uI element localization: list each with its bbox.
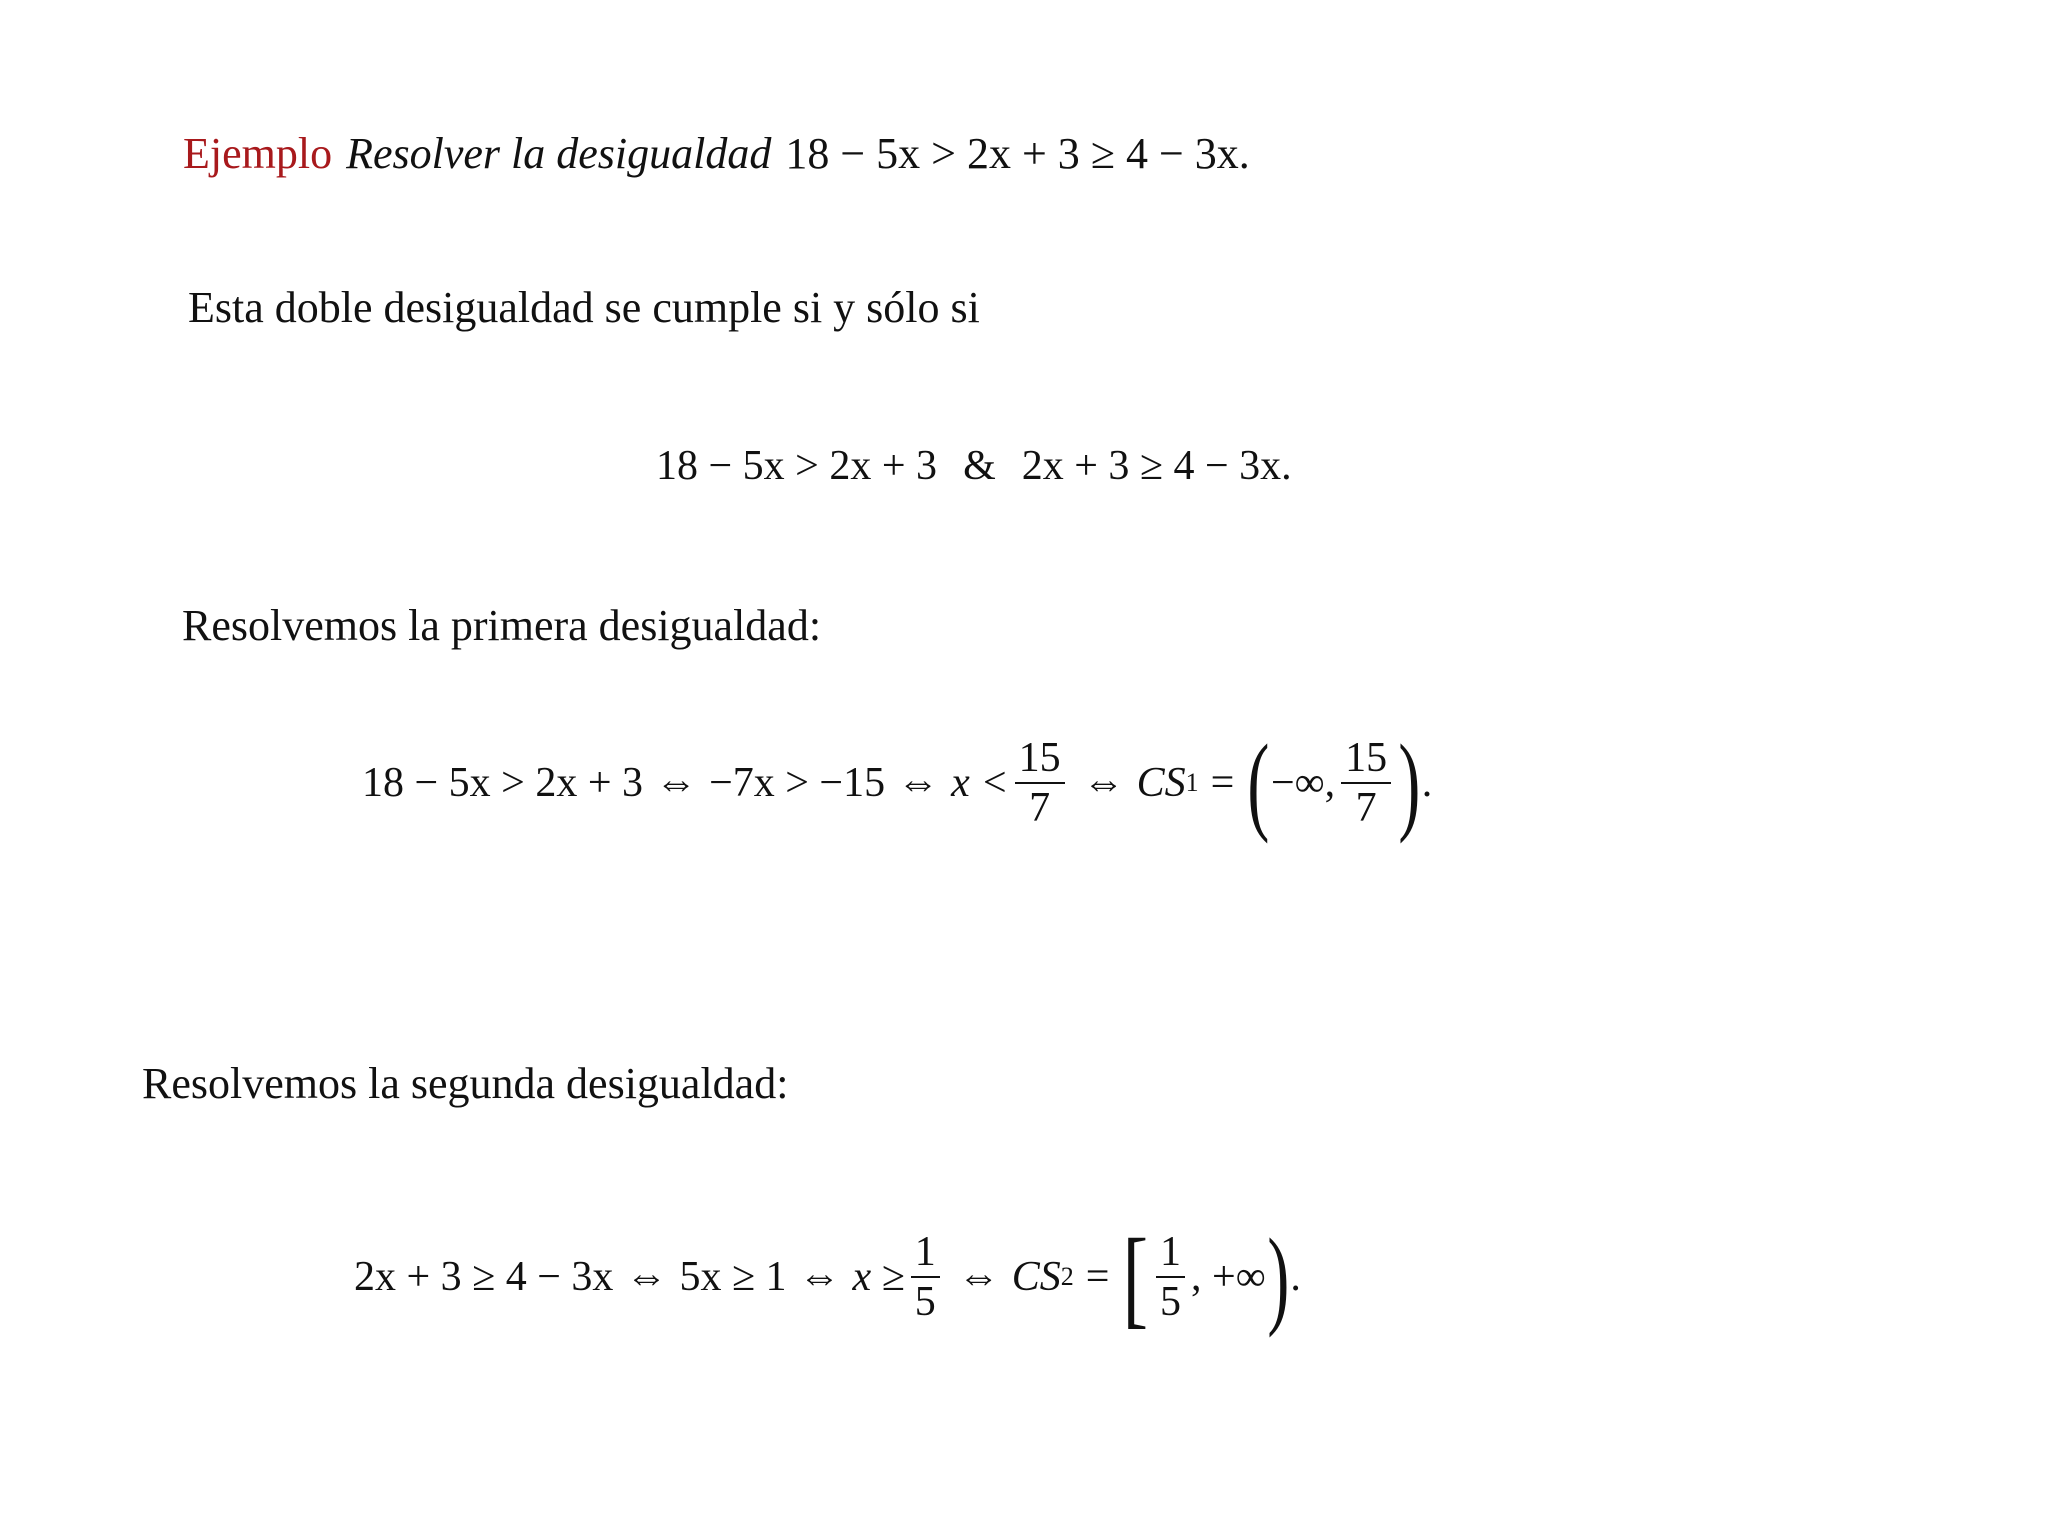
close-paren-icon: ): [1267, 1216, 1289, 1338]
first-step3-fraction: $\frac{15}{7}$: [1015, 737, 1065, 829]
iff-icon: ⇔: [625, 1254, 668, 1300]
first-upper-fraction: $\frac{15}{7}$: [1341, 737, 1391, 829]
second-set-sub: 2: [1060, 1262, 1074, 1291]
example-label: Ejemplo: [183, 129, 333, 178]
iff-icon: ⇔: [1082, 760, 1125, 806]
second-set-name: CS: [1011, 1254, 1061, 1300]
second-lower-fraction: $\frac{1}{5}$: [1156, 1231, 1185, 1323]
first-lower: −∞,: [1270, 760, 1336, 806]
second-end: .: [1290, 1254, 1301, 1300]
second-upper: , +∞: [1191, 1254, 1266, 1300]
iff-icon: ⇔: [655, 760, 698, 806]
second-solution: [354, 1216, 1301, 1338]
second-equals: =: [1085, 1254, 1110, 1300]
iff-icon: ⇔: [957, 1254, 1000, 1300]
split-left: 18 − 5x > 2x + 3: [656, 443, 938, 489]
second-step3-var: x ≥: [852, 1254, 905, 1300]
second-step2: 5x ≥ 1: [679, 1254, 787, 1300]
iff-icon: ⇔: [798, 1254, 841, 1300]
open-bracket-icon: [: [1122, 1216, 1149, 1338]
first-step2: −7x > −15: [709, 760, 886, 806]
close-paren-icon: ): [1398, 722, 1421, 844]
first-label: Resolvemos la primera desigualdad:: [182, 601, 822, 650]
first-set-sub: 1: [1185, 768, 1199, 797]
second-step3-fraction: $\frac{1}{5}$: [911, 1231, 940, 1323]
example-inequality: 18 − 5x > 2x + 3 ≥ 4 − 3x.: [785, 129, 1250, 178]
split-connector: &: [963, 443, 996, 489]
second-step1: 2x + 3 ≥ 4 − 3x: [354, 1254, 614, 1300]
first-equals: =: [1210, 760, 1235, 806]
first-step1: 18 − 5x > 2x + 3: [362, 760, 644, 806]
first-step3-var: x <: [951, 760, 1009, 806]
split-right: 2x + 3 ≥ 4 − 3x.: [1021, 443, 1292, 489]
first-end: .: [1421, 760, 1433, 806]
open-paren-icon: (: [1247, 722, 1270, 844]
second-label: Resolvemos la segunda desigualdad:: [142, 1059, 789, 1108]
example-statement: Resolver la desigualdad: [346, 129, 772, 178]
split-equation: [656, 442, 1292, 490]
first-set-name: CS: [1136, 760, 1186, 806]
example-heading-line: [183, 128, 1250, 179]
first-solution: [362, 722, 1433, 844]
intro-text: Esta doble desigualdad se cumple si y sólo si: [188, 283, 980, 332]
iff-icon: ⇔: [897, 760, 940, 806]
